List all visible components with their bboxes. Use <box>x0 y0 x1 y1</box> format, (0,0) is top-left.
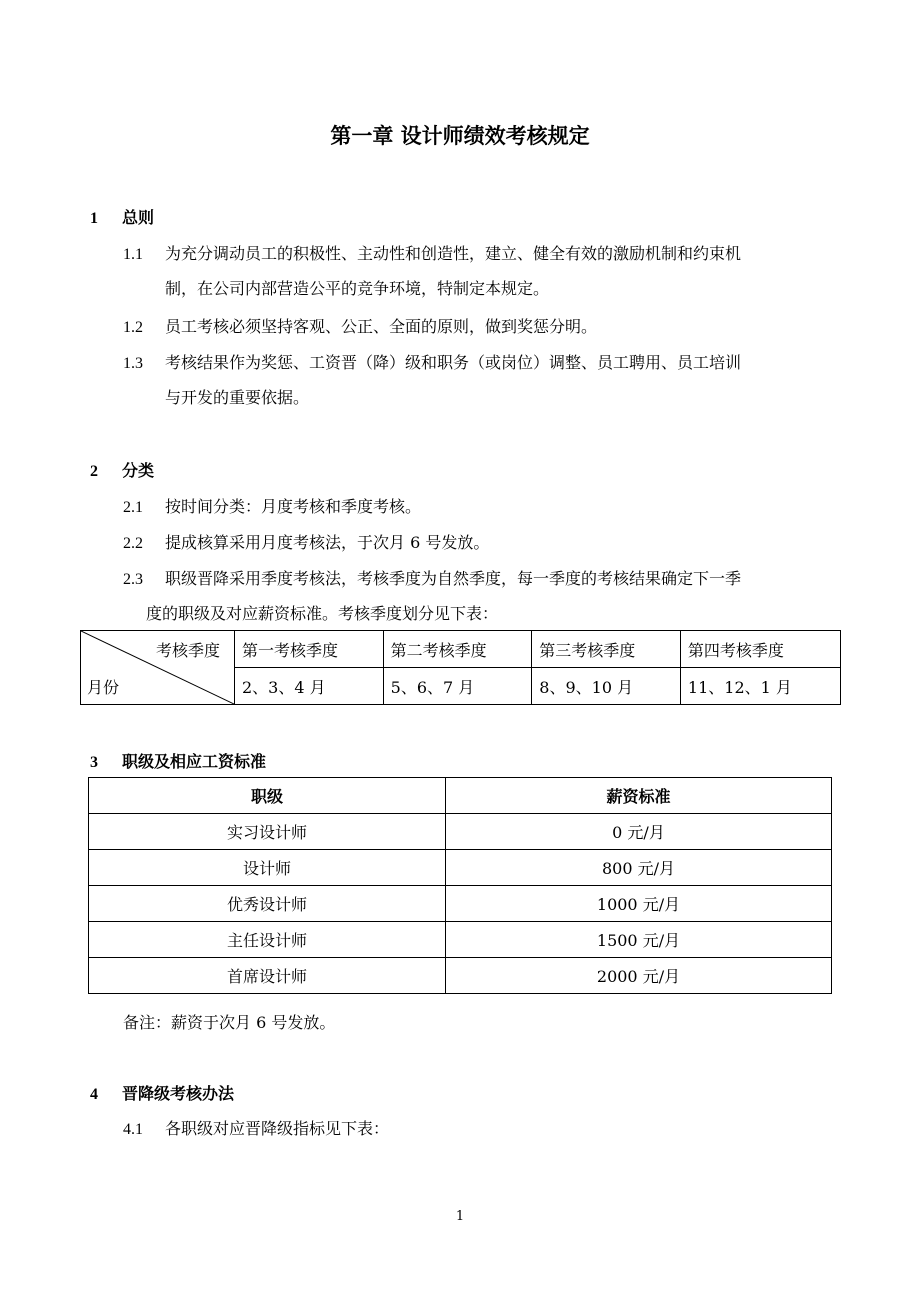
clause-1-2 <box>123 314 597 337</box>
salary-cell: 1000 元/月 <box>446 886 832 922</box>
section-2-heading <box>90 458 154 481</box>
page-title: 第一章 设计师绩效考核规定 <box>330 124 590 148</box>
table-row <box>89 886 832 922</box>
clause-number: 1.3 <box>123 355 143 372</box>
salary-note: 备注：薪资于次月 6 号发放。 <box>123 1013 336 1032</box>
clause-2-3-cont: 度的职级及对应薪资标准。考核季度划分见下表： <box>146 604 499 623</box>
rank-cell: 优秀设计师 <box>89 886 446 922</box>
clause-1-3-cont: 与开发的重要依据。 <box>165 388 310 407</box>
table-row <box>81 631 841 668</box>
rank-cell: 主任设计师 <box>89 922 446 958</box>
corner-bottom-label: 月份 <box>87 678 120 697</box>
section-title: 晋降级考核办法 <box>122 1084 235 1103</box>
salary-cell: 800 元/月 <box>446 850 832 886</box>
clause-number: 4.1 <box>123 1121 143 1138</box>
salary-table <box>88 777 832 994</box>
section-title: 分类 <box>122 461 155 480</box>
section-number: 4 <box>90 1086 98 1103</box>
clause-number: 1.2 <box>123 319 143 336</box>
clause-text: 考核结果作为奖惩、工资晋（降）级和职务（或岗位）调整、员工聘用、员工培训 <box>165 353 742 372</box>
rank-cell: 设计师 <box>89 850 446 886</box>
quarter-header: 第二考核季度 <box>383 631 532 668</box>
clause-number: 2.1 <box>123 499 143 516</box>
month-cell: 5、6、7 月 <box>383 668 532 705</box>
clause-text: 提成核算采用月度考核法，于次月 6 号发放。 <box>165 533 490 552</box>
clause-text: 职级晋降采用季度考核法，考核季度为自然季度，每一季度的考核结果确定下一季 <box>165 569 742 588</box>
section-1-heading <box>90 205 154 228</box>
rank-cell: 首席设计师 <box>89 958 446 994</box>
section-3-heading <box>90 749 266 772</box>
salary-cell: 2000 元/月 <box>446 958 832 994</box>
diagonal-header-cell <box>81 631 235 705</box>
month-cell: 2、3、4 月 <box>235 668 384 705</box>
month-cell: 8、9、10 月 <box>532 668 681 705</box>
quarter-table <box>80 630 841 705</box>
quarter-header: 第三考核季度 <box>532 631 681 668</box>
column-header: 薪资标准 <box>446 778 832 814</box>
section-title: 总则 <box>122 208 155 227</box>
clause-2-3 <box>123 566 741 589</box>
section-number: 1 <box>90 210 98 227</box>
section-title: 职级及相应工资标准 <box>122 752 267 771</box>
clause-2-2 <box>123 530 489 553</box>
table-header-row <box>89 778 832 814</box>
section-number: 2 <box>90 463 98 480</box>
clause-text: 为充分调动员工的积极性、主动性和创造性，建立、健全有效的激励机制和约束机 <box>165 244 742 263</box>
table-row <box>89 922 832 958</box>
clause-text: 员工考核必须坚持客观、公正、全面的原则，做到奖惩分明。 <box>165 317 598 336</box>
month-cell: 11、12、1 月 <box>680 668 840 705</box>
clause-number: 2.3 <box>123 571 143 588</box>
clause-number: 2.2 <box>123 535 143 552</box>
table-row <box>89 958 832 994</box>
section-4-heading <box>90 1081 234 1104</box>
clause-4-1 <box>123 1116 389 1139</box>
clause-number: 1.1 <box>123 246 143 263</box>
salary-cell: 1500 元/月 <box>446 922 832 958</box>
rank-cell: 实习设计师 <box>89 814 446 850</box>
clause-1-3 <box>123 350 741 373</box>
quarter-header: 第一考核季度 <box>235 631 384 668</box>
quarter-header: 第四考核季度 <box>680 631 840 668</box>
table-row <box>89 850 832 886</box>
clause-1-1 <box>123 241 741 264</box>
column-header: 职级 <box>89 778 446 814</box>
table-row <box>89 814 832 850</box>
clause-2-1 <box>123 494 421 517</box>
clause-1-1-cont: 制，在公司内部营造公平的竞争环境，特制定本规定。 <box>165 279 550 298</box>
clause-text: 各职级对应晋降级指标见下表： <box>165 1119 390 1138</box>
section-number: 3 <box>90 754 98 771</box>
clause-text: 按时间分类：月度考核和季度考核。 <box>165 497 422 516</box>
corner-top-label: 考核季度 <box>155 641 220 660</box>
salary-cell: 0 元/月 <box>446 814 832 850</box>
page-number: 1 <box>455 1209 465 1224</box>
